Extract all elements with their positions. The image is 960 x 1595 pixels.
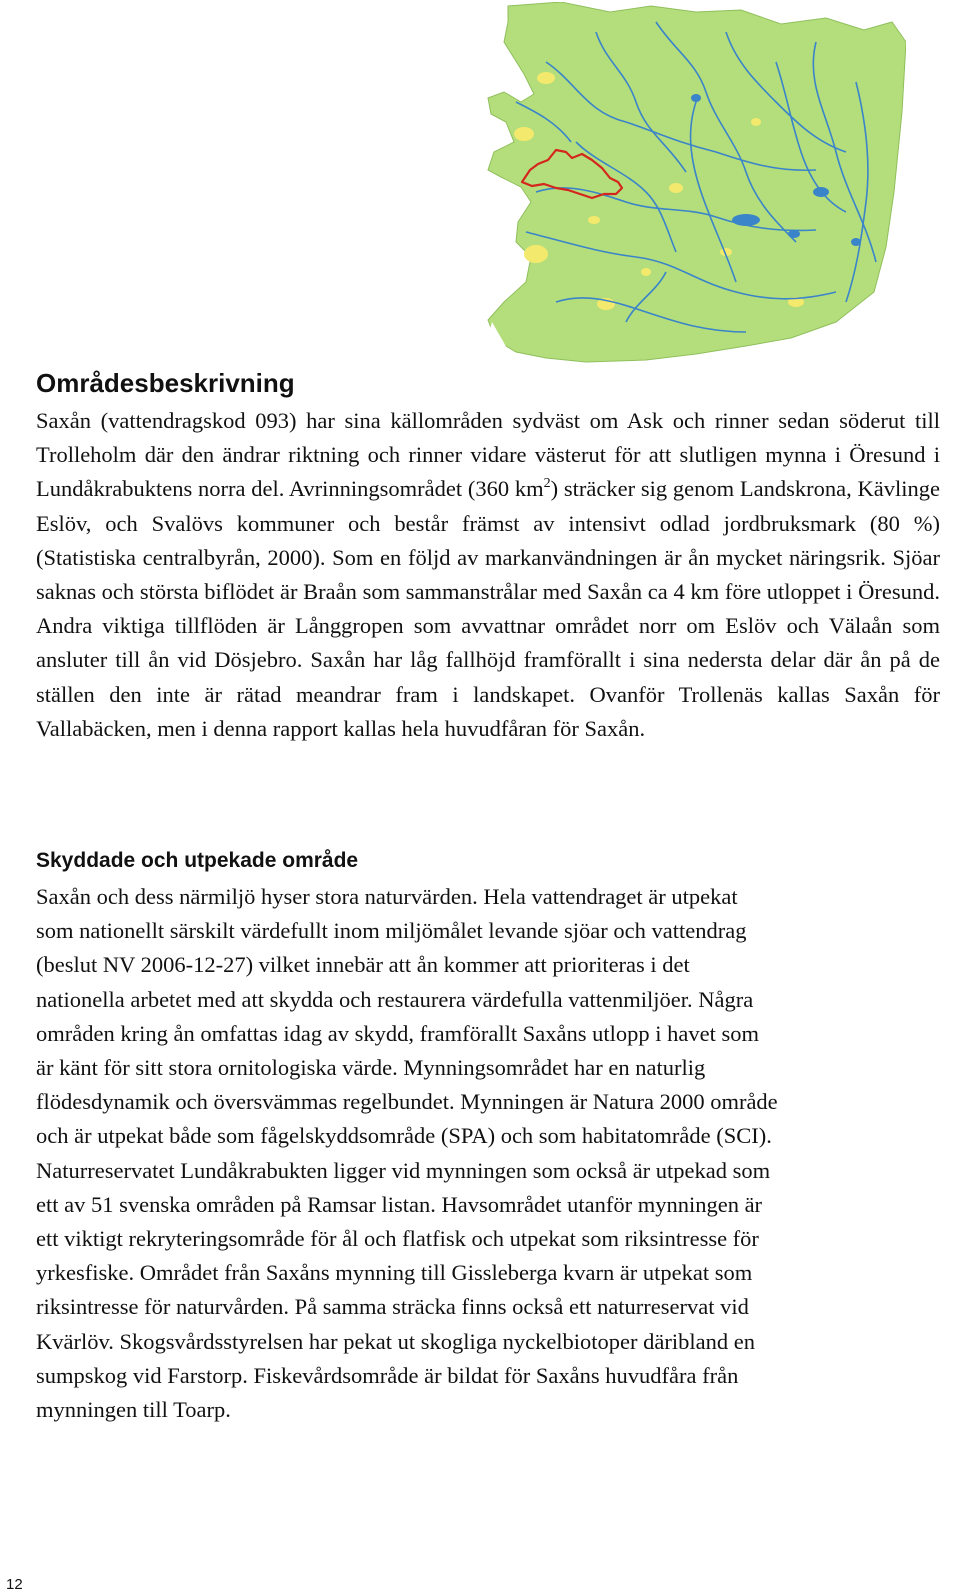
paragraph-lead: Saxån (vattendragskod 093) har sina källområden sydväst om Ask och rinner sedan söderut till Trolleholm där den ändrar riktning och rinner vidare västerut för att slutligen mynna i Öresund i Lundåkrabuktens norra del. Avrinningsområdet (360 km xyxy=(36,408,940,502)
page-number: 12 xyxy=(6,1576,23,1593)
text-line: sumpskog vid Farstorp. Fiskevårdsområde är bildat för Saxåns huvudfåra från xyxy=(36,1362,739,1388)
text-line: och är utpekat både som fågelskyddsområde (SPA) och som habitatområde (SCI). xyxy=(36,1123,772,1149)
text-line: områden kring ån omfattas idag av skydd, framförallt Saxåns utlopp i havet som xyxy=(36,1020,759,1046)
text-line: nationella arbetet med att skydda och restaurera värdefulla vattenmiljöer. Några xyxy=(36,986,754,1012)
text-line: (beslut NV 2006-12-27) vilket innebär att ån kommer att prioriteras i det xyxy=(36,952,690,978)
text-line: Saxån och dess närmiljö hyser stora naturvärden. Hela vattendraget är utpekat xyxy=(36,884,738,909)
area-description-paragraph xyxy=(36,404,940,746)
text-line: är känt för sitt stora ornitologiska värde. Mynningsområdet har en naturlig xyxy=(36,1055,706,1081)
section-heading-omradesbeskrivning: Områdesbeskrivning xyxy=(36,368,295,398)
skane-catchment-map xyxy=(396,2,906,364)
land-area xyxy=(488,2,906,362)
text-line: Kvärlöv. Skogsvårdsstyrelsen har pekat ut skogliga nyckelbiotoper däribland en xyxy=(36,1328,755,1354)
text-line: som nationellt särskilt värdefullt inom miljömålet levande sjöar och vattendrag xyxy=(36,918,747,944)
text-line: mynningen till Toarp. xyxy=(36,1397,231,1423)
paragraph-rest: ) sträcker sig genom Landskrona, Kävlinge Eslöv, och Svalövs kommuner och består främst av intensivt odlad jordbruksmark (80 %) (Statistiska centralbyrån, 2000). Som en följd av markanvändningen är ån mycket näringsrik. Sjöar saknas och största biflödet är Braån som sammanstrålar med Saxån ca 4 km före utloppet i Öresund. Andra viktiga tillflöden är Långgropen som avvattnar området norr om Eslöv och Välaån som ansluter till ån vid Dösjebro. Saxån har låg fallhöjd framförallt i sina nedersta delar där ån på de ställen den inte är rätad meandrar fram i landskapet. Ovanför Trollenäs kallas Saxån för Vallabäcken, men i denna rapport kallas hela huvudfåran för Saxån. xyxy=(36,476,940,741)
superscript-2: 2 xyxy=(543,476,551,492)
text-line: yrkesfiske. Området från Saxåns mynning till Gissleberga kvarn är utpekat som xyxy=(36,1260,753,1286)
text-line: flödesdynamik och översvämmas regelbundet. Mynningen är Natura 2000 område xyxy=(36,1089,778,1115)
text-line: ett av 51 svenska områden på Ramsar listan. Havsområdet utanför mynningen är xyxy=(36,1191,763,1217)
protected-areas-paragraph xyxy=(36,880,940,1427)
text-line: riksintresse för naturvården. På samma sträcka finns också ett naturreservat vid xyxy=(36,1294,749,1320)
text-line: ett viktigt rekryteringsområde för ål och flatfisk och utpekat som riksintresse för xyxy=(36,1226,759,1252)
text-line: Naturreservatet Lundåkrabukten ligger vid mynningen som också är utpekad som xyxy=(36,1157,771,1183)
section-heading-protected-areas: Skyddade och utpekade område xyxy=(36,849,359,872)
